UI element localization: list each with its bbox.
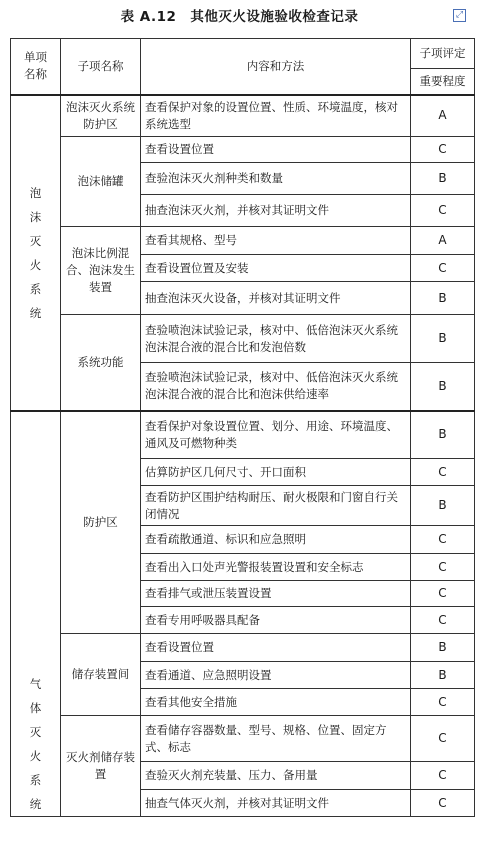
check-content: 查验喷泡沫试验记录，核对中、低倍泡沫灭火系统泡沫混合液的混合比和发泡倍数: [141, 315, 411, 363]
importance-grade: A: [411, 95, 475, 137]
check-content: 查看保护对象设置位置、划分、用途、环境温度、通风及可燃物种类: [141, 411, 411, 459]
importance-grade: B: [411, 363, 475, 411]
importance-grade: B: [411, 634, 475, 662]
check-content: 查看设置位置: [141, 137, 411, 163]
subitem-name: 泡沫储罐: [61, 137, 141, 227]
importance-grade: C: [411, 526, 475, 554]
importance-grade: C: [411, 762, 475, 790]
gas-unit-label: 气体灭火系统: [29, 677, 42, 811]
importance-grade: C: [411, 607, 475, 634]
check-content: 查看设置位置及安装: [141, 255, 411, 282]
importance-grade: C: [411, 581, 475, 607]
importance-grade: B: [411, 662, 475, 689]
importance-grade: C: [411, 137, 475, 163]
subitem-name: 系统功能: [61, 315, 141, 411]
check-content: 查看保护对象的设置位置、性质、环境温度，核对系统选型: [141, 95, 411, 137]
importance-grade: C: [411, 790, 475, 817]
importance-grade: A: [411, 227, 475, 255]
check-content: 查看专用呼吸器具配备: [141, 607, 411, 634]
check-content: 查看储存容器数量、型号、规格、位置、固定方式、标志: [141, 716, 411, 762]
check-content: 查看设置位置: [141, 634, 411, 662]
subitem-name: 灭火剂储存装置: [61, 716, 141, 817]
check-content: 查看通道、应急照明设置: [141, 662, 411, 689]
foam-unit-name: [11, 95, 61, 411]
check-content: 估算防护区几何尺寸、开口面积: [141, 459, 411, 486]
importance-grade: B: [411, 315, 475, 363]
importance-grade: C: [411, 195, 475, 227]
header-unit: 单项 名称: [11, 39, 61, 95]
header-sub: 子项名称: [61, 39, 141, 95]
subitem-name: 泡沫比例混合、泡沫发生装置: [61, 227, 141, 315]
importance-grade: C: [411, 459, 475, 486]
subitem-name: 储存装置间: [61, 634, 141, 716]
check-content: 查看防护区围护结构耐压、耐火极限和门窗自行关闭情况: [141, 486, 411, 526]
check-content: 查看出入口处声光警报装置设置和安全标志: [141, 554, 411, 581]
check-content: 查看排气或泄压装置设置: [141, 581, 411, 607]
inspection-table: [10, 38, 475, 817]
gas-unit-name: [11, 411, 61, 817]
importance-grade: C: [411, 554, 475, 581]
foam-unit-label: 泡沫灭火系统: [29, 185, 42, 320]
importance-grade: B: [411, 163, 475, 195]
importance-grade: C: [411, 255, 475, 282]
expand-icon[interactable]: ⤢: [453, 9, 466, 22]
check-content: 抽查泡沫灭火设备，并核对其证明文件: [141, 282, 411, 315]
header-grade-sub: 重要程度: [411, 69, 475, 95]
importance-grade: B: [411, 282, 475, 315]
check-content: 查验灭火剂充装量、压力、备用量: [141, 762, 411, 790]
header-content: 内容和方法: [141, 39, 411, 95]
importance-grade: C: [411, 716, 475, 762]
check-content: 查验喷泡沫试验记录，核对中、低倍泡沫灭火系统泡沫混合液的混合比和泡沫供给速率: [141, 363, 411, 411]
check-content: 查看疏散通道、标识和应急照明: [141, 526, 411, 554]
check-content: 抽查气体灭火剂，并核对其证明文件: [141, 790, 411, 817]
subitem-name: 泡沫灭火系统防护区: [61, 95, 141, 137]
subitem-name: 防护区: [61, 411, 141, 634]
check-content: 查看其他安全措施: [141, 689, 411, 716]
check-content: 抽查泡沫灭火剂，并核对其证明文件: [141, 195, 411, 227]
table-title: 表 A.12 其他灭火设施验收检查记录: [120, 9, 359, 25]
importance-grade: C: [411, 689, 475, 716]
importance-grade: B: [411, 486, 475, 526]
header-grade-title: 子项评定: [411, 39, 475, 69]
importance-grade: B: [411, 411, 475, 459]
check-content: 查看其规格、型号: [141, 227, 411, 255]
check-content: 查验泡沫灭火剂种类和数量: [141, 163, 411, 195]
